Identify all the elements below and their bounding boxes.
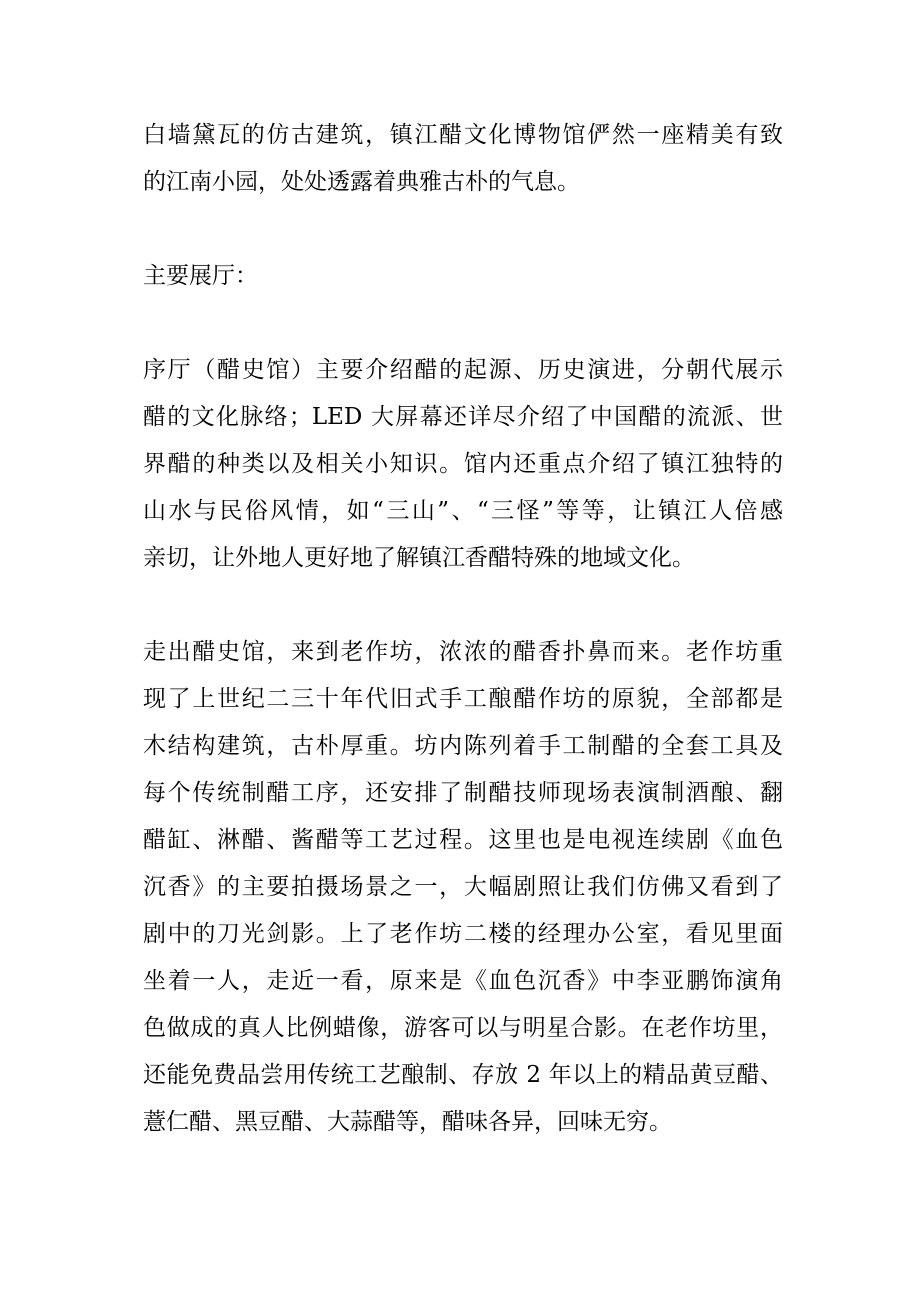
text-line: 每个传统制醋工序，还安排了制醋技师现场表演制酒酿、翻 xyxy=(143,780,783,806)
text-line: 的江南小园，处处透露着典雅古朴的气息。 xyxy=(143,169,580,195)
text-line: 醋的文化脉络；LED 大屏幕还详尽介绍了中国醋的流派、世 xyxy=(143,404,783,430)
text-line: 现了上世纪二三十年代旧式手工酿醋作坊的原貌，全部都是 xyxy=(143,686,783,712)
text-line: 木结构建筑，古朴厚重。坊内陈列着手工制醋的全套工具及 xyxy=(143,733,783,759)
section-heading: 主要展厅： xyxy=(143,263,258,289)
paragraph-gap xyxy=(143,206,783,253)
text-line: 界醋的种类以及相关小知识。馆内还重点介绍了镇江独特的 xyxy=(143,451,783,477)
text-line: 亲切，让外地人更好地了解镇江香醋特殊的地域文化。 xyxy=(143,545,695,571)
paragraph-gap xyxy=(143,300,783,347)
paragraph-old-workshop xyxy=(143,629,783,1146)
paragraph-gap xyxy=(143,582,783,629)
text-line: 山水与民俗风情，如“三山”、“三怪”等等，让镇江人倍感 xyxy=(143,498,783,524)
paragraph-vinegar-history-hall xyxy=(143,347,783,582)
text-line: 沉香》的主要拍摄场景之一，大幅剧照让我们仿佛又看到了 xyxy=(143,874,783,900)
text-line: 序厅（醋史馆）主要介绍醋的起源、历史演进，分朝代展示 xyxy=(143,357,783,383)
text-line: 坐着一人，走近一看，原来是《血色沉香》中李亚鹏饰演角 xyxy=(143,968,783,994)
paragraph-heading-main-halls xyxy=(143,253,783,300)
text-line: 剧中的刀光剑影。上了老作坊二楼的经理办公室，看见里面 xyxy=(143,921,783,947)
text-line: 色做成的真人比例蜡像，游客可以与明星合影。在老作坊里， xyxy=(143,1015,783,1041)
text-line: 走出醋史馆，来到老作坊，浓浓的醋香扑鼻而来。老作坊重 xyxy=(143,639,783,665)
document-page xyxy=(143,112,783,1146)
text-line: 还能免费品尝用传统工艺酿制、存放 2 年以上的精品黄豆醋、 xyxy=(143,1062,783,1088)
paragraph-intro xyxy=(143,112,783,206)
text-line: 白墙黛瓦的仿古建筑，镇江醋文化博物馆俨然一座精美有致 xyxy=(143,122,783,148)
text-line: 醋缸、淋醋、酱醋等工艺过程。这里也是电视连续剧《血色 xyxy=(143,827,783,853)
text-line: 薏仁醋、黑豆醋、大蒜醋等，醋味各异，回味无穷。 xyxy=(143,1109,672,1135)
